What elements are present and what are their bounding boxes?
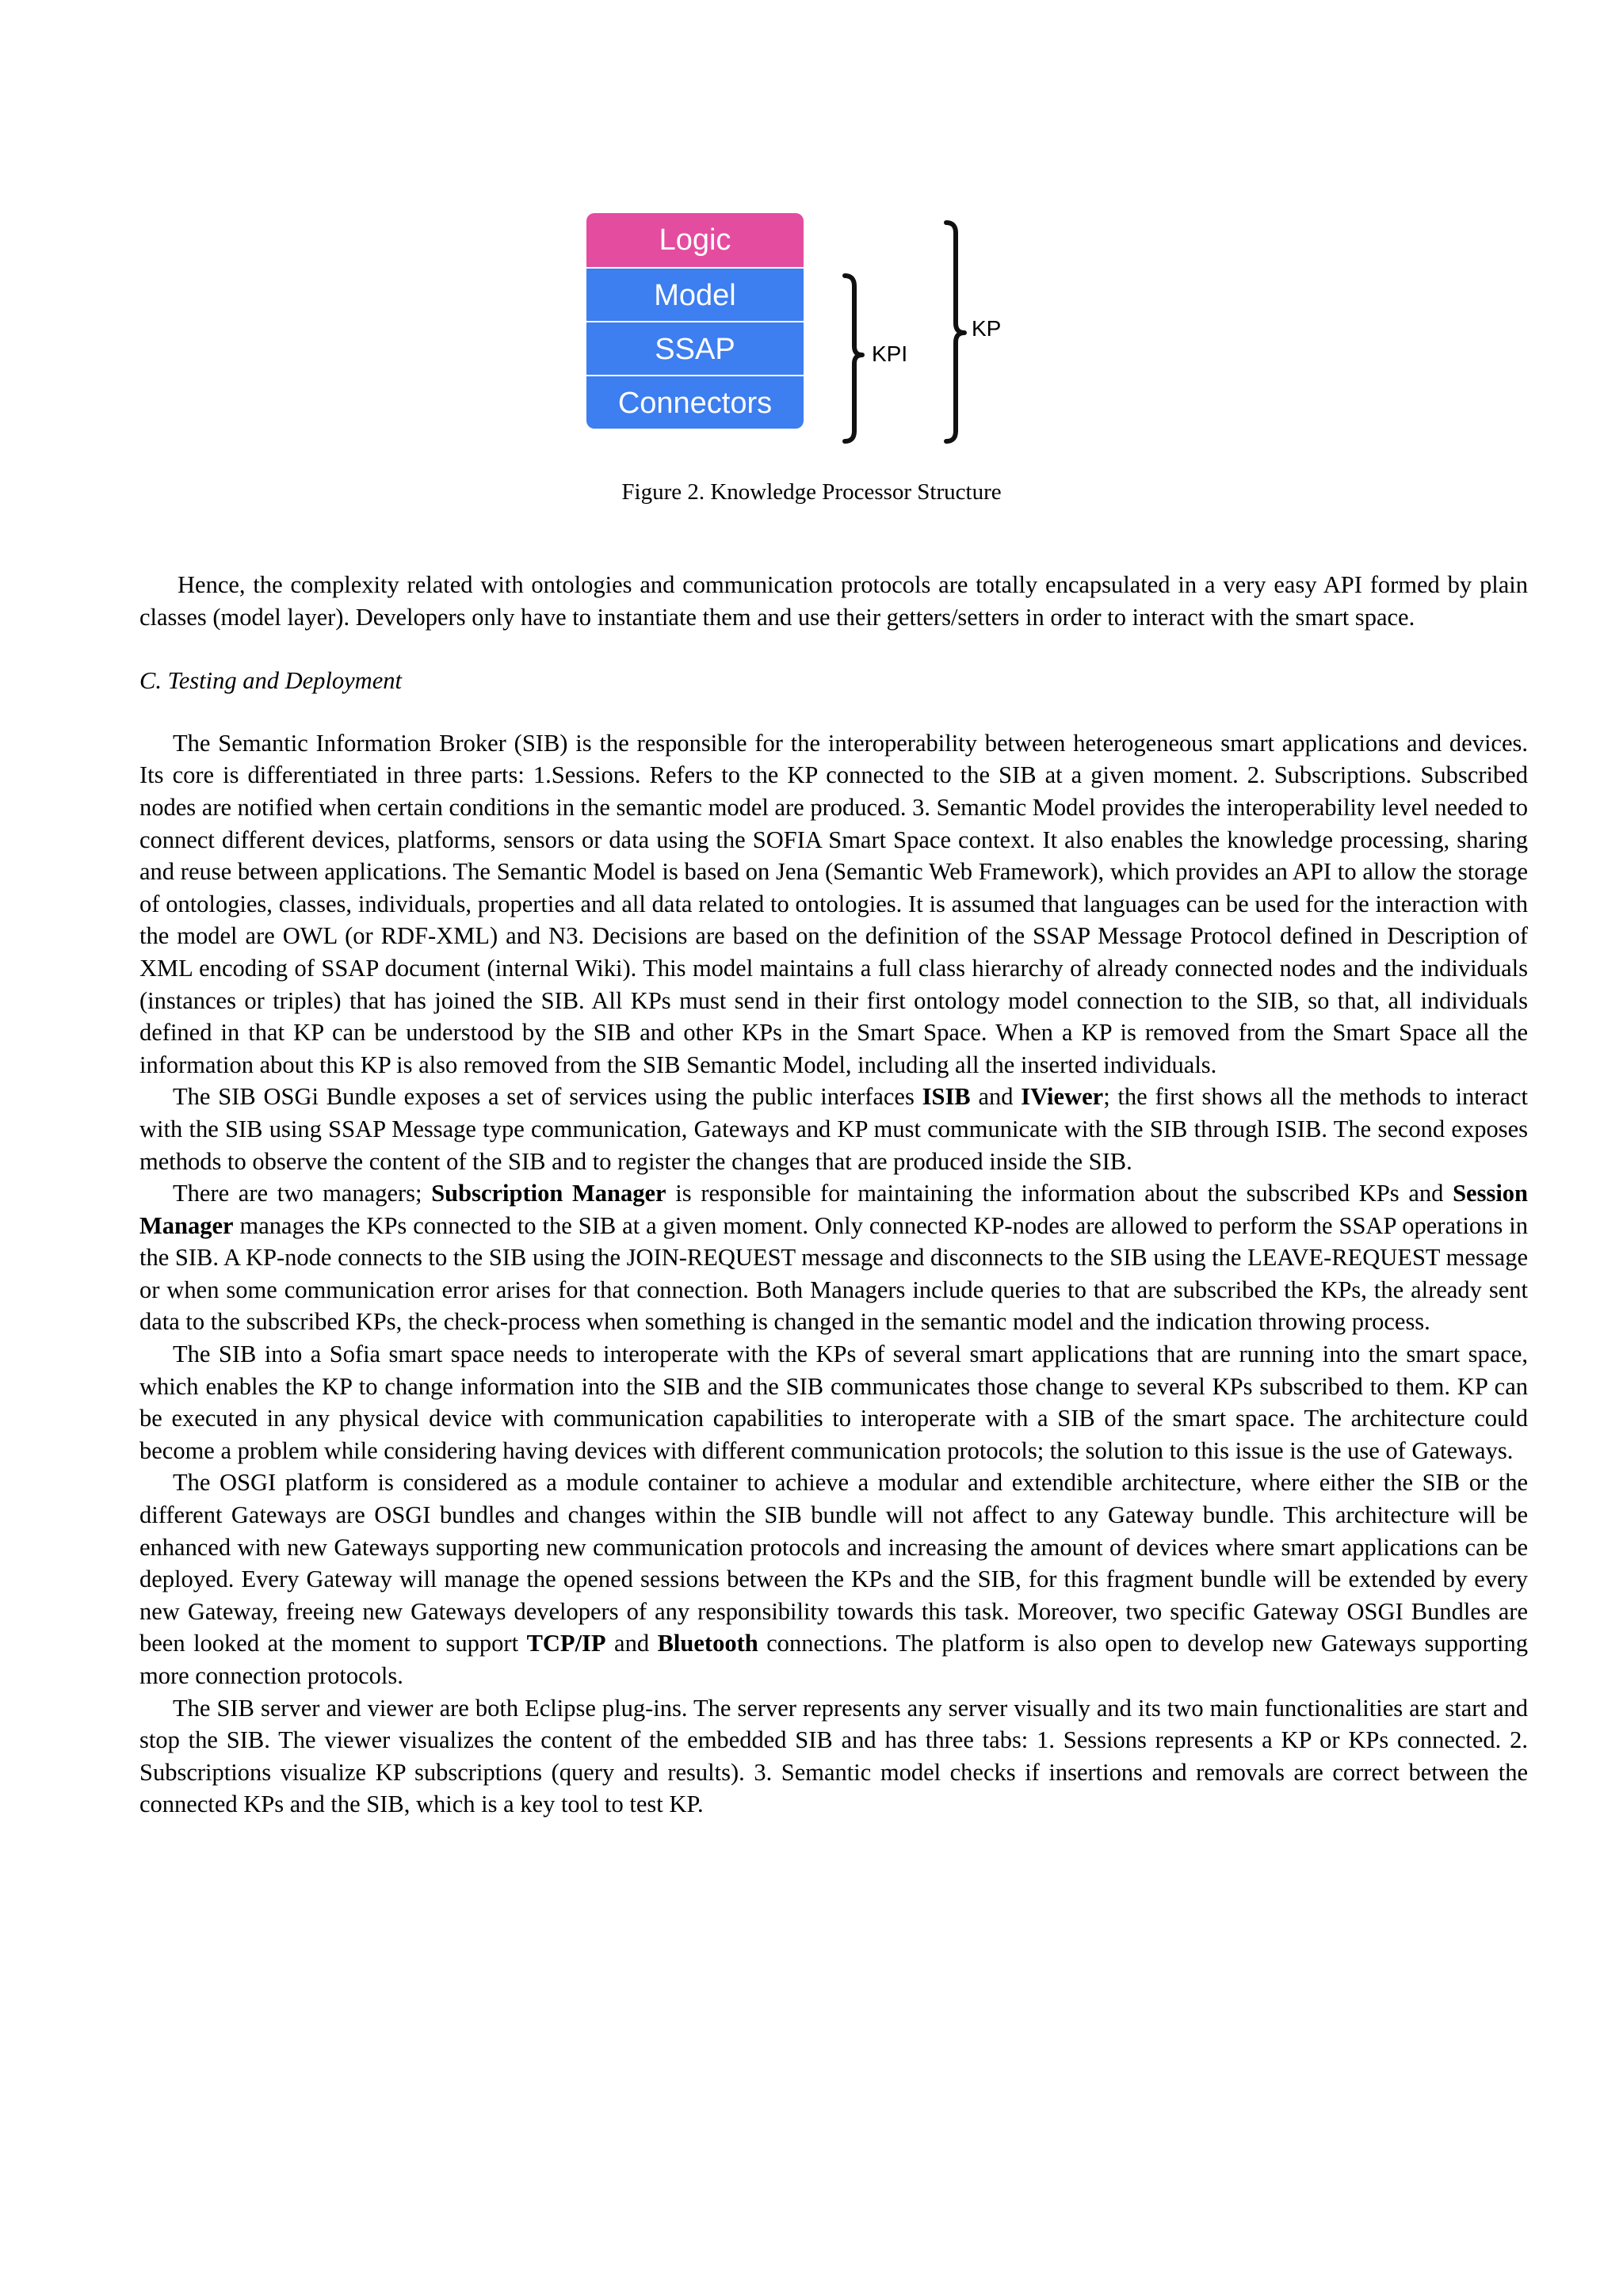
bold-term-isib: ISIB: [922, 1083, 971, 1111]
paragraph-model-layer: Hence, the complexity related with ontologies and communication protocols are totally encapsulated in a very easy API formed by plain classes (model layer). Developers only have to instantiate them and use their getters/setters in order to interact with the smart space.: [139, 571, 1528, 631]
bold-term-tcpip: TCP/IP: [526, 1630, 606, 1657]
text-run: is responsible for maintaining the information about the subscribed KPs and: [666, 1180, 1453, 1207]
text-run: and: [605, 1630, 658, 1657]
text-run: and: [970, 1083, 1022, 1111]
figure-caption: Figure 2. Knowledge Processor Structure: [621, 479, 1002, 505]
paragraph-eclipse-plugins: The SIB server and viewer are both Eclipse plug-ins. The server represents any server visually and its two main functionalities are start and stop the SIB. The viewer visualizes the content of the embedded SIB and has three tabs: 1. Sessions represents a KP or KPs connected. 2. Subscriptions visualize KP subscriptions (query and results). 3. Semantic model checks if insertions and removals are correct between the connected KPs and the SIB, which is a key tool to test KP.: [139, 1694, 1528, 1818]
paragraph-managers: [139, 1177, 1528, 1338]
text-run: ; the first shows all the methods to interact with the SIB using SSAP Message type communication, Gateways and KP must communicate with the SIB through ISIB. The second exposes methods to observe the content of the SIB and to register the changes that are produced inside the SIB.: [139, 1083, 1528, 1175]
text-run: connections. The platform is also open to develop new Gateways supporting more connection protocols.: [139, 1630, 1528, 1689]
bold-term-subscription-manager: Subscription Manager: [431, 1180, 666, 1207]
brace-kpi: [845, 276, 862, 441]
text-run: manages the KPs connected to the SIB at a given moment. Only connected KP-nodes are allowed to perform the SSAP operations in the SIB. A KP-node connects to the SIB using the JOIN-REQUEST message and disconnects to the SIB using the LEAVE-REQUEST message or when some communication error arises for that connection. Both Managers include queries to that are subscribed the KPs, the already sent data to the subscribed KPs, the check-process when something is changed in the semantic model and the indication throwing process.: [139, 1211, 1528, 1336]
paragraph-sib-core: The Semantic Information Broker (SIB) is the responsible for the interoperability between heterogeneous smart applications and devices. Its core is differentiated in three parts: 1.Sessions. Refers to the KP connected to the SIB at a given moment. 2. Subscriptions. Subscribed nodes are notified when certain conditions in the semantic model are produced. 3. Semantic Model provides the interoperability level needed to connect different devices, platforms, sensors or data using the SOFIA Smart Space context. It also enables the knowledge processing, sharing and reuse between applications. The Semantic Model is based on Jena (Semantic Web Framework), which provides an API to allow the storage of ontologies, classes, individuals, properties and all data related to ontologies. It is assumed that languages can be used for the interaction with the model are OWL (or RDF-XML) and N3. Decisions are based on the definition of the SSAP Message Protocol defined in Description of XML encoding of SSAP document (internal Wiki). This model maintains a full class hierarchy of already connected nodes and the individuals (instances or triples) that has joined the SIB. All KPs must send in their first ontology model connection to the SIB, so that, all individuals defined in that KP can be understood by the SIB and other KPs in the Smart Space. When a KP is removed from the Smart Space all the information about this KP is also removed from the SIB Semantic Model, including all the inserted individuals.: [139, 729, 1528, 1078]
layer-ssap: SSAP: [586, 321, 804, 375]
paragraph-osgi-platform: [139, 1466, 1528, 1691]
layer-connectors: Connectors: [586, 375, 804, 429]
paragraph-gateways-intro: The SIB into a Sofia smart space needs to interoperate with the KPs of several smart applications that are running into the smart space, which enables the KP to change information into the SIB and the SIB communicates those change to several KPs subscribed to them. KP can be executed in any physical device with communication capabilities to interoperate with a SIB of the smart space. The architecture could become a problem while considering having devices with different communication protocols; the solution to this issue is the use of Gateways.: [139, 1341, 1528, 1464]
bold-term-bluetooth: Bluetooth: [657, 1630, 758, 1657]
layer-model: Model: [586, 267, 804, 321]
text-run: The OSGI platform is considered as a module container to achieve a modular and extendible architecture, where either the SIB or the different Gateways are OSGI bundles and changes within the SIB bundle will not affect to any Gateway bundle. This architecture will be enhanced with new Gateways supporting new communication protocols and increasing the amount of devices where smart applications can be deployed. Every Gateway will manage the opened sessions between the KPs and the SIB, for this fragment bundle will be extended by every new Gateway, freeing new Gateways developers of any responsibility towards this task. Moreover, two specific Gateway OSGI Bundles are been looked at the moment to support: [139, 1469, 1528, 1657]
brace-kpi-label: KPI: [872, 341, 908, 366]
brace-kp-label: KP: [972, 316, 1002, 341]
bold-term-session-manager: Session Manager: [139, 1180, 1529, 1239]
text-run: The SIB OSGi Bundle exposes a set of services using the public interfaces: [173, 1083, 922, 1111]
bold-term-iviewer: IViewer: [1021, 1083, 1104, 1111]
section-heading-testing: C. Testing and Deployment: [139, 667, 402, 695]
paragraph-osgi-bundle: [139, 1081, 1528, 1177]
text-run: There are two managers;: [173, 1180, 432, 1207]
kp-structure-figure: [555, 202, 1046, 456]
body-text: [139, 569, 1528, 1821]
layer-logic: Logic: [586, 213, 804, 267]
brace-kp: [946, 223, 964, 441]
